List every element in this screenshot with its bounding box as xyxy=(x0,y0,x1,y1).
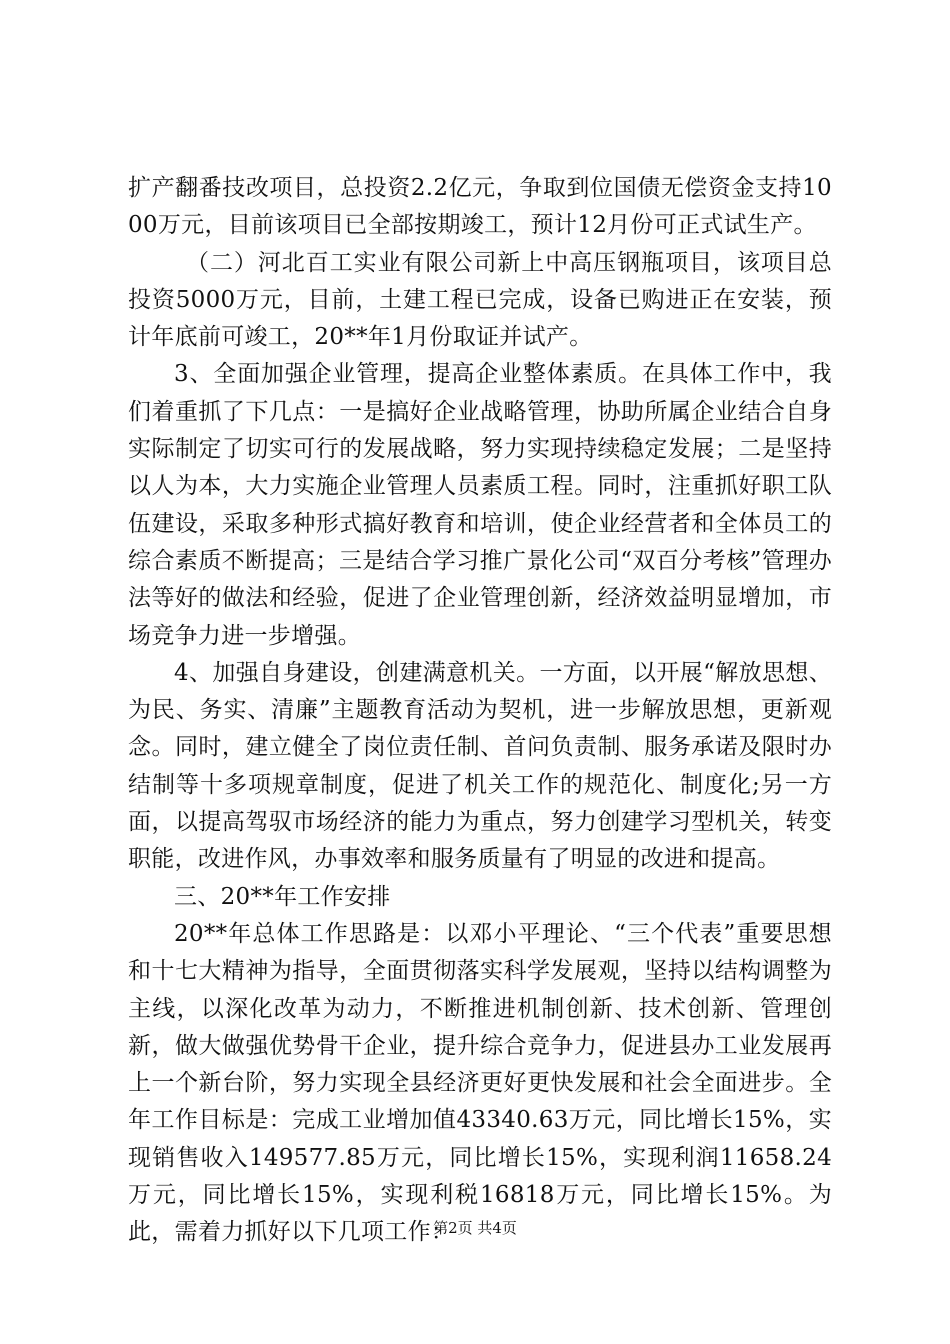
section-heading-work-plan: 三、20**年工作安排 xyxy=(174,883,391,910)
page-number-footer: 第2页 共4页 xyxy=(433,1219,517,1237)
paragraph-enterprise-management: 3、全面加强企业管理，提高企业整体素质。在具体工作中，我们着重抓了下几点：一是搞好企业战略管理，协助所属企业结合自身实际制定了切实可行的发展战略，努力实现持续稳定发展；二是坚持以人为本，大力实施企业管理人员素质工程。同时，注重抓好职工队伍建设，采取多种形式搞好教育和培训，使企业经营者和全体员工的综合素质不断提高；三是结合学习推广景化公司“双百分考核”管理办法等好的做法和经验，促进了企业管理创新，经济效益明显增加，市场竞争力进一步增强。 xyxy=(128,361,832,649)
document-body xyxy=(128,170,832,1252)
paragraph-overall-plan: 20**年总体工作思路是：以邓小平理论、“三个代表”重要思想和十七大精神为指导，全面贯彻落实科学发展观，坚持以结构调整为主线，以深化改革为动力，不断推进机制创新、技术创新、管理创新，做大做强优势骨干企业，提升综合竞争力，促进县办工业发展再上一个新台阶，努力实现全县经济更好更快发展和社会全面进步。全年工作目标是：完成工业增加值43340.63万元，同比增长15%，实现销售收入149577.85万元，同比增长15%，实现利润11658.24万元，同比增长15%，实现利税16818万元，同比增长15%。为此，需着力抓好以下几项工作： xyxy=(128,920,832,1246)
paragraph-project-continuation: 扩产翻番技改项目，总投资2.2亿元，争取到位国债无偿资金支持1000万元，目前该项目已全部按期竣工，预计12月份可正式试生产。 xyxy=(128,175,832,239)
paragraph-self-construction: 4、加强自身建设，创建满意机关。一方面，以开展“解放思想、为民、务实、清廉”主题教育活动为契机，进一步解放思想，更新观念。同时，建立健全了岗位责任制、首问负责制、服务承诺及限时办结制等十多项规章制度，促进了机关工作的规范化、制度化;另一方面，以提高驾驭市场经济的能力为重点，努力创建学习型机关，转变职能，改进作风，办事效率和服务质量有了明显的改进和提高。 xyxy=(128,659,832,873)
paragraph-steel-cylinder-project: （二）河北百工实业有限公司新上中高压钢瓶项目，该项目总投资5000万元，目前，土建工程已完成，设备已购进正在安装，预计年底前可竣工，20**年1月份取证并试产。 xyxy=(128,249,832,351)
